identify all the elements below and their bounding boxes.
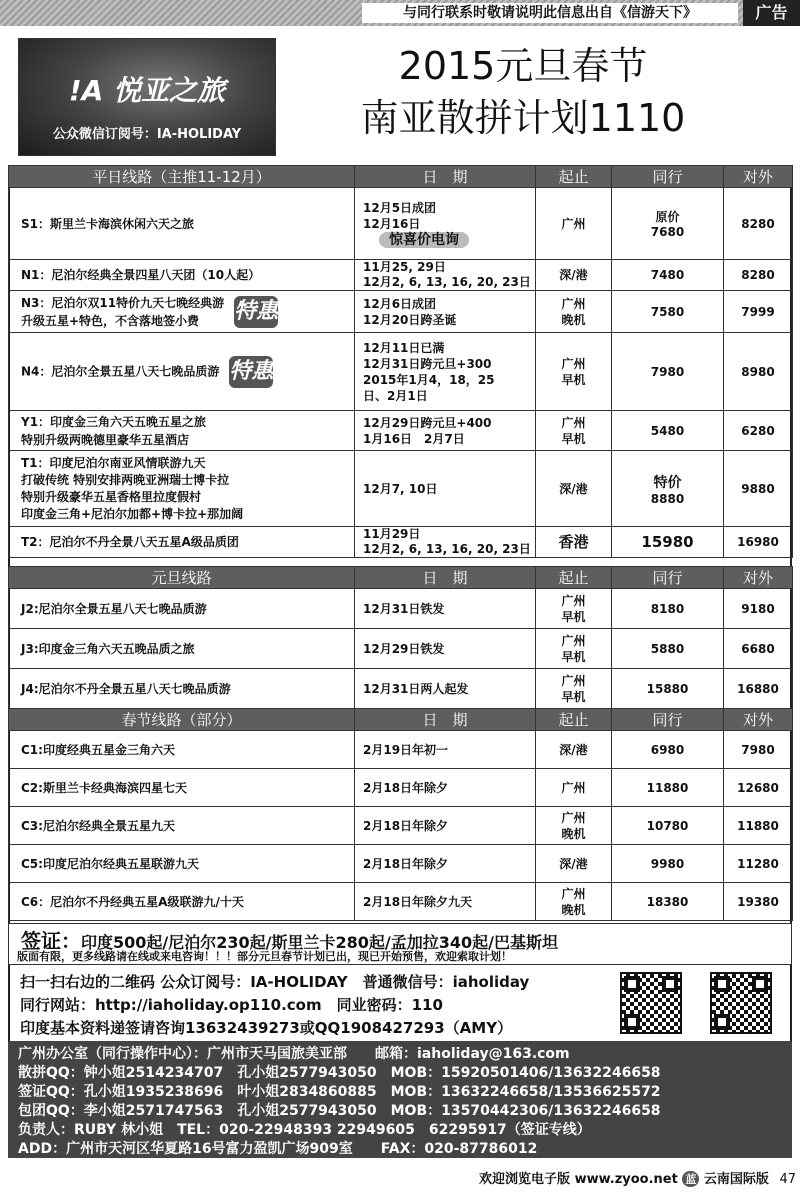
brand-logo bbox=[18, 38, 276, 156]
public-price: 7999 bbox=[724, 291, 793, 333]
address-line: ADD：广州市天河区华夏路16号富力盈凯广场909室 FAX：020-87786012 bbox=[18, 1141, 538, 1157]
visa-box bbox=[8, 923, 792, 965]
route-city: 香港 bbox=[536, 527, 612, 558]
route-date: 2月18日年除夕 bbox=[355, 807, 536, 845]
peer-price: 7980 bbox=[612, 333, 724, 411]
section-title: 平日线路（主推11-12月） bbox=[9, 166, 355, 188]
route-name: C6：尼泊尔不丹经典五星A级联游九/十天 bbox=[9, 883, 355, 921]
table-row bbox=[9, 527, 793, 558]
peer-price: 5880 bbox=[612, 629, 724, 669]
peer-label: 特价 bbox=[653, 474, 682, 491]
peer-price: 8180 bbox=[612, 589, 724, 629]
table-header bbox=[9, 166, 793, 188]
page-subtitle: 南亚散拼计划1110 bbox=[360, 96, 686, 140]
wechat-line: 扫一扫右边的二维码 公众订阅号：IA-HOLIDAY 普通微信号：iaholiday bbox=[20, 973, 530, 991]
route-name bbox=[9, 291, 355, 333]
route-city: 广州 早机 bbox=[536, 629, 612, 669]
weekday-routes-table bbox=[8, 165, 793, 558]
col-peer-price: 同行 bbox=[612, 709, 724, 731]
visa-contact-line: 印度基本资料递签请咨询13632439273或QQ1908427293（AMY） bbox=[20, 1019, 513, 1037]
route-name: J3:印度金三角六天五晚品质之旅 bbox=[9, 629, 355, 669]
col-route: 起止 bbox=[536, 166, 612, 188]
page-number: 47 bbox=[779, 1172, 796, 1187]
route-city: 广州 晚机 bbox=[536, 807, 612, 845]
table-row bbox=[9, 769, 793, 807]
table-row bbox=[9, 260, 793, 291]
public-price: 16880 bbox=[724, 669, 793, 709]
top-banner bbox=[0, 0, 800, 26]
peer-price: 9980 bbox=[612, 845, 724, 883]
route-name: C3:尼泊尔经典全景五星九天 bbox=[9, 807, 355, 845]
spring-festival-routes-table bbox=[8, 708, 793, 921]
page-title: 2015元旦春节 bbox=[398, 44, 648, 88]
col-public-price: 对外 bbox=[724, 166, 793, 188]
route-date: 12月31日两人起发 bbox=[355, 669, 536, 709]
route-city: 广州 bbox=[536, 769, 612, 807]
route-date: 12月11日已满 12月31日跨元旦+300 2015年1月4，18，25 日、2月1日 bbox=[355, 333, 536, 411]
group-tour-qq-line: 散拼QQ：钟小姐2514234707 孔小姐2577943050 MOB：15920501406/13632246658 bbox=[18, 1065, 661, 1081]
route-city: 广州 晚机 bbox=[536, 291, 612, 333]
route-city: 广州 早机 bbox=[536, 333, 612, 411]
table-row bbox=[9, 807, 793, 845]
special-stamp: 特惠 bbox=[234, 296, 278, 328]
peer-price: 11880 bbox=[612, 769, 724, 807]
peer-price: 18380 bbox=[612, 883, 724, 921]
route-city: 广州 bbox=[536, 188, 612, 260]
peer-price bbox=[612, 451, 724, 527]
col-date: 日 期 bbox=[355, 567, 536, 589]
col-date: 日 期 bbox=[355, 709, 536, 731]
route-city: 广州 晚机 bbox=[536, 883, 612, 921]
route-name bbox=[9, 333, 355, 411]
website-line: 同行网站：http://iaholiday.op110.com 同业密码：110 bbox=[20, 996, 443, 1014]
table-row bbox=[9, 731, 793, 769]
route-city: 广州 早机 bbox=[536, 589, 612, 629]
table-row bbox=[9, 629, 793, 669]
footer-text bbox=[479, 1168, 796, 1187]
route-city: 深/港 bbox=[536, 260, 612, 291]
route-date: 12月29日跨元旦+400 1月16日 2月7日 bbox=[355, 411, 536, 451]
page-footer bbox=[0, 1162, 800, 1193]
route-name: C1:印度经典五星金三角六天 bbox=[9, 731, 355, 769]
table-row bbox=[9, 451, 793, 527]
route-city: 深/港 bbox=[536, 845, 612, 883]
charter-qq-line: 包团QQ：李小姐2571747563 孔小姐2577943050 MOB：13570442306/13632246658 bbox=[18, 1103, 661, 1119]
route-date: 12月7, 10日 bbox=[355, 451, 536, 527]
col-public-price: 对外 bbox=[724, 567, 793, 589]
route-name: J2:尼泊尔全景五星八天七晚品质游 bbox=[9, 589, 355, 629]
peer-price: 7480 bbox=[612, 260, 724, 291]
public-price: 9180 bbox=[724, 589, 793, 629]
public-price: 8280 bbox=[724, 260, 793, 291]
peer-price: 15880 bbox=[612, 669, 724, 709]
peer-price: 6980 bbox=[612, 731, 724, 769]
header bbox=[8, 28, 792, 165]
col-route: 起止 bbox=[536, 709, 612, 731]
col-route: 起止 bbox=[536, 567, 612, 589]
peer-price: 10780 bbox=[612, 807, 724, 845]
contact-block bbox=[8, 1041, 792, 1158]
route-name: C2:斯里兰卡经典海滨四星七天 bbox=[9, 769, 355, 807]
manager-line: 负责人：RUBY 林小姐 TEL：020-22948393 22949605 62295917（签证专线） bbox=[18, 1122, 591, 1138]
col-peer-price: 同行 bbox=[612, 166, 724, 188]
peer-value: 7680 bbox=[650, 225, 685, 239]
table-row bbox=[9, 589, 793, 629]
route-city: 广州 早机 bbox=[536, 669, 612, 709]
public-price: 6280 bbox=[724, 411, 793, 451]
col-peer-price: 同行 bbox=[612, 567, 724, 589]
peer-price bbox=[612, 188, 724, 260]
visa-items: 印度500起/尼泊尔230起/斯里兰卡280起/孟加拉340起/巴基斯坦 bbox=[81, 933, 558, 952]
route-date: 2月18日年除夕九天 bbox=[355, 883, 536, 921]
col-date: 日 期 bbox=[355, 166, 536, 188]
route-date: 11月29日 12月2, 6, 13, 16, 20, 23日 bbox=[355, 527, 536, 558]
public-price: 16980 bbox=[724, 527, 793, 558]
logo-title: !A 悦亚之旅 bbox=[68, 74, 226, 107]
section-title: 元旦线路 bbox=[9, 567, 355, 589]
public-price: 7980 bbox=[724, 731, 793, 769]
route-date: 12月29日铁发 bbox=[355, 629, 536, 669]
qr-code-icon[interactable] bbox=[620, 972, 682, 1034]
public-price: 8980 bbox=[724, 333, 793, 411]
public-price: 11280 bbox=[724, 845, 793, 883]
section-title: 春节线路（部分） bbox=[9, 709, 355, 731]
peer-price: 7580 bbox=[612, 291, 724, 333]
route-name: T2：尼泊尔不丹全景八天五星A级品质团 bbox=[9, 527, 355, 558]
footer-region: 云南国际版 bbox=[703, 1172, 769, 1187]
route-date: 11月25, 29日 12月2, 6, 13, 16, 20, 23日 bbox=[355, 260, 536, 291]
route-name: C5:印度尼泊尔经典五星联游九天 bbox=[9, 845, 355, 883]
col-public-price: 对外 bbox=[724, 709, 793, 731]
public-price: 9880 bbox=[724, 451, 793, 527]
table-row bbox=[9, 669, 793, 709]
table-row bbox=[9, 845, 793, 883]
source-note: 与同行联系时敬请说明此信息出自《信游天下》 bbox=[362, 3, 738, 23]
visa-label: 签证： bbox=[21, 929, 81, 953]
table-row bbox=[9, 883, 793, 921]
route-name-text: N4：尼泊尔全景五星八天七晚品质游 bbox=[21, 364, 220, 378]
public-price: 12680 bbox=[724, 769, 793, 807]
visa-qq-line: 签证QQ：孔小姐1935238696 叶小姐2834860885 MOB：13632246658/13536625572 bbox=[18, 1084, 661, 1100]
ad-tag: 广告 bbox=[743, 0, 800, 26]
visa-note: 版面有限，更多线路请在线或来电咨询！！！部分元旦春节计划已出，现已开始预售，欢迎索取计划！ bbox=[17, 950, 512, 963]
table-row bbox=[9, 291, 793, 333]
table-header bbox=[9, 567, 793, 589]
qr-code-icon[interactable] bbox=[710, 972, 772, 1034]
route-name: S1：斯里兰卡海滨休闲六天之旅 bbox=[9, 188, 355, 260]
public-price: 6680 bbox=[724, 629, 793, 669]
route-city: 深/港 bbox=[536, 731, 612, 769]
route-date: 12月31日铁发 bbox=[355, 589, 536, 629]
peer-price: 5480 bbox=[612, 411, 724, 451]
table-row bbox=[9, 411, 793, 451]
table-row bbox=[9, 333, 793, 411]
peer-value: 8880 bbox=[650, 491, 685, 506]
peer-price: 15980 bbox=[612, 527, 724, 558]
table-header bbox=[9, 709, 793, 731]
public-price: 11880 bbox=[724, 807, 793, 845]
peer-label: 原价 bbox=[655, 210, 680, 224]
public-price: 19380 bbox=[724, 883, 793, 921]
route-date bbox=[355, 188, 536, 260]
public-price: 8280 bbox=[724, 188, 793, 260]
footer-site: 欢迎浏览电子版 www.zyoo.net bbox=[479, 1172, 678, 1187]
route-date: 2月18日年除夕 bbox=[355, 769, 536, 807]
route-name-text: N3：尼泊尔双11特价九天七晚经典游 升级五星+特色，不含落地签小费 bbox=[21, 295, 225, 328]
office-line: 广州办公室（同行操作中心）：广州市天马国旅美亚部 邮箱：iaholiday@163.com bbox=[18, 1046, 570, 1062]
info-block bbox=[8, 966, 792, 1041]
edition-badge: 蓝 bbox=[682, 1171, 699, 1187]
date-text: 12月5日成团 12月16日 bbox=[363, 200, 437, 231]
route-name: Y1：印度金三角六天五晚五星之旅 特别升级两晚德里豪华五星酒店 bbox=[9, 411, 355, 451]
special-stamp: 特惠 bbox=[229, 356, 273, 388]
route-city: 广州 早机 bbox=[536, 411, 612, 451]
new-year-routes-table bbox=[8, 566, 793, 709]
price-tag: 惊喜价电询 bbox=[379, 232, 469, 248]
logo-subtitle: 公众微信订阅号：IA-HOLIDAY bbox=[52, 127, 242, 142]
route-name: J4:尼泊尔不丹全景五星八天七晚品质游 bbox=[9, 669, 355, 709]
route-date: 12月6日成团 12月20日跨圣诞 bbox=[355, 291, 536, 333]
route-name: N1：尼泊尔经典全景四星八天团（10人起） bbox=[9, 260, 355, 291]
route-date: 2月19日年初一 bbox=[355, 731, 536, 769]
route-date: 2月18日年除夕 bbox=[355, 845, 536, 883]
route-city: 深/港 bbox=[536, 451, 612, 527]
route-name: T1：印度尼泊尔南亚风情联游九天 打破传统 特别安排两晚亚洲瑞士博卡拉 特别升级豪华五星香格里拉度假村 印度金三角+尼泊尔加都+博卡拉+那加阔 bbox=[9, 451, 355, 527]
table-row bbox=[9, 188, 793, 260]
